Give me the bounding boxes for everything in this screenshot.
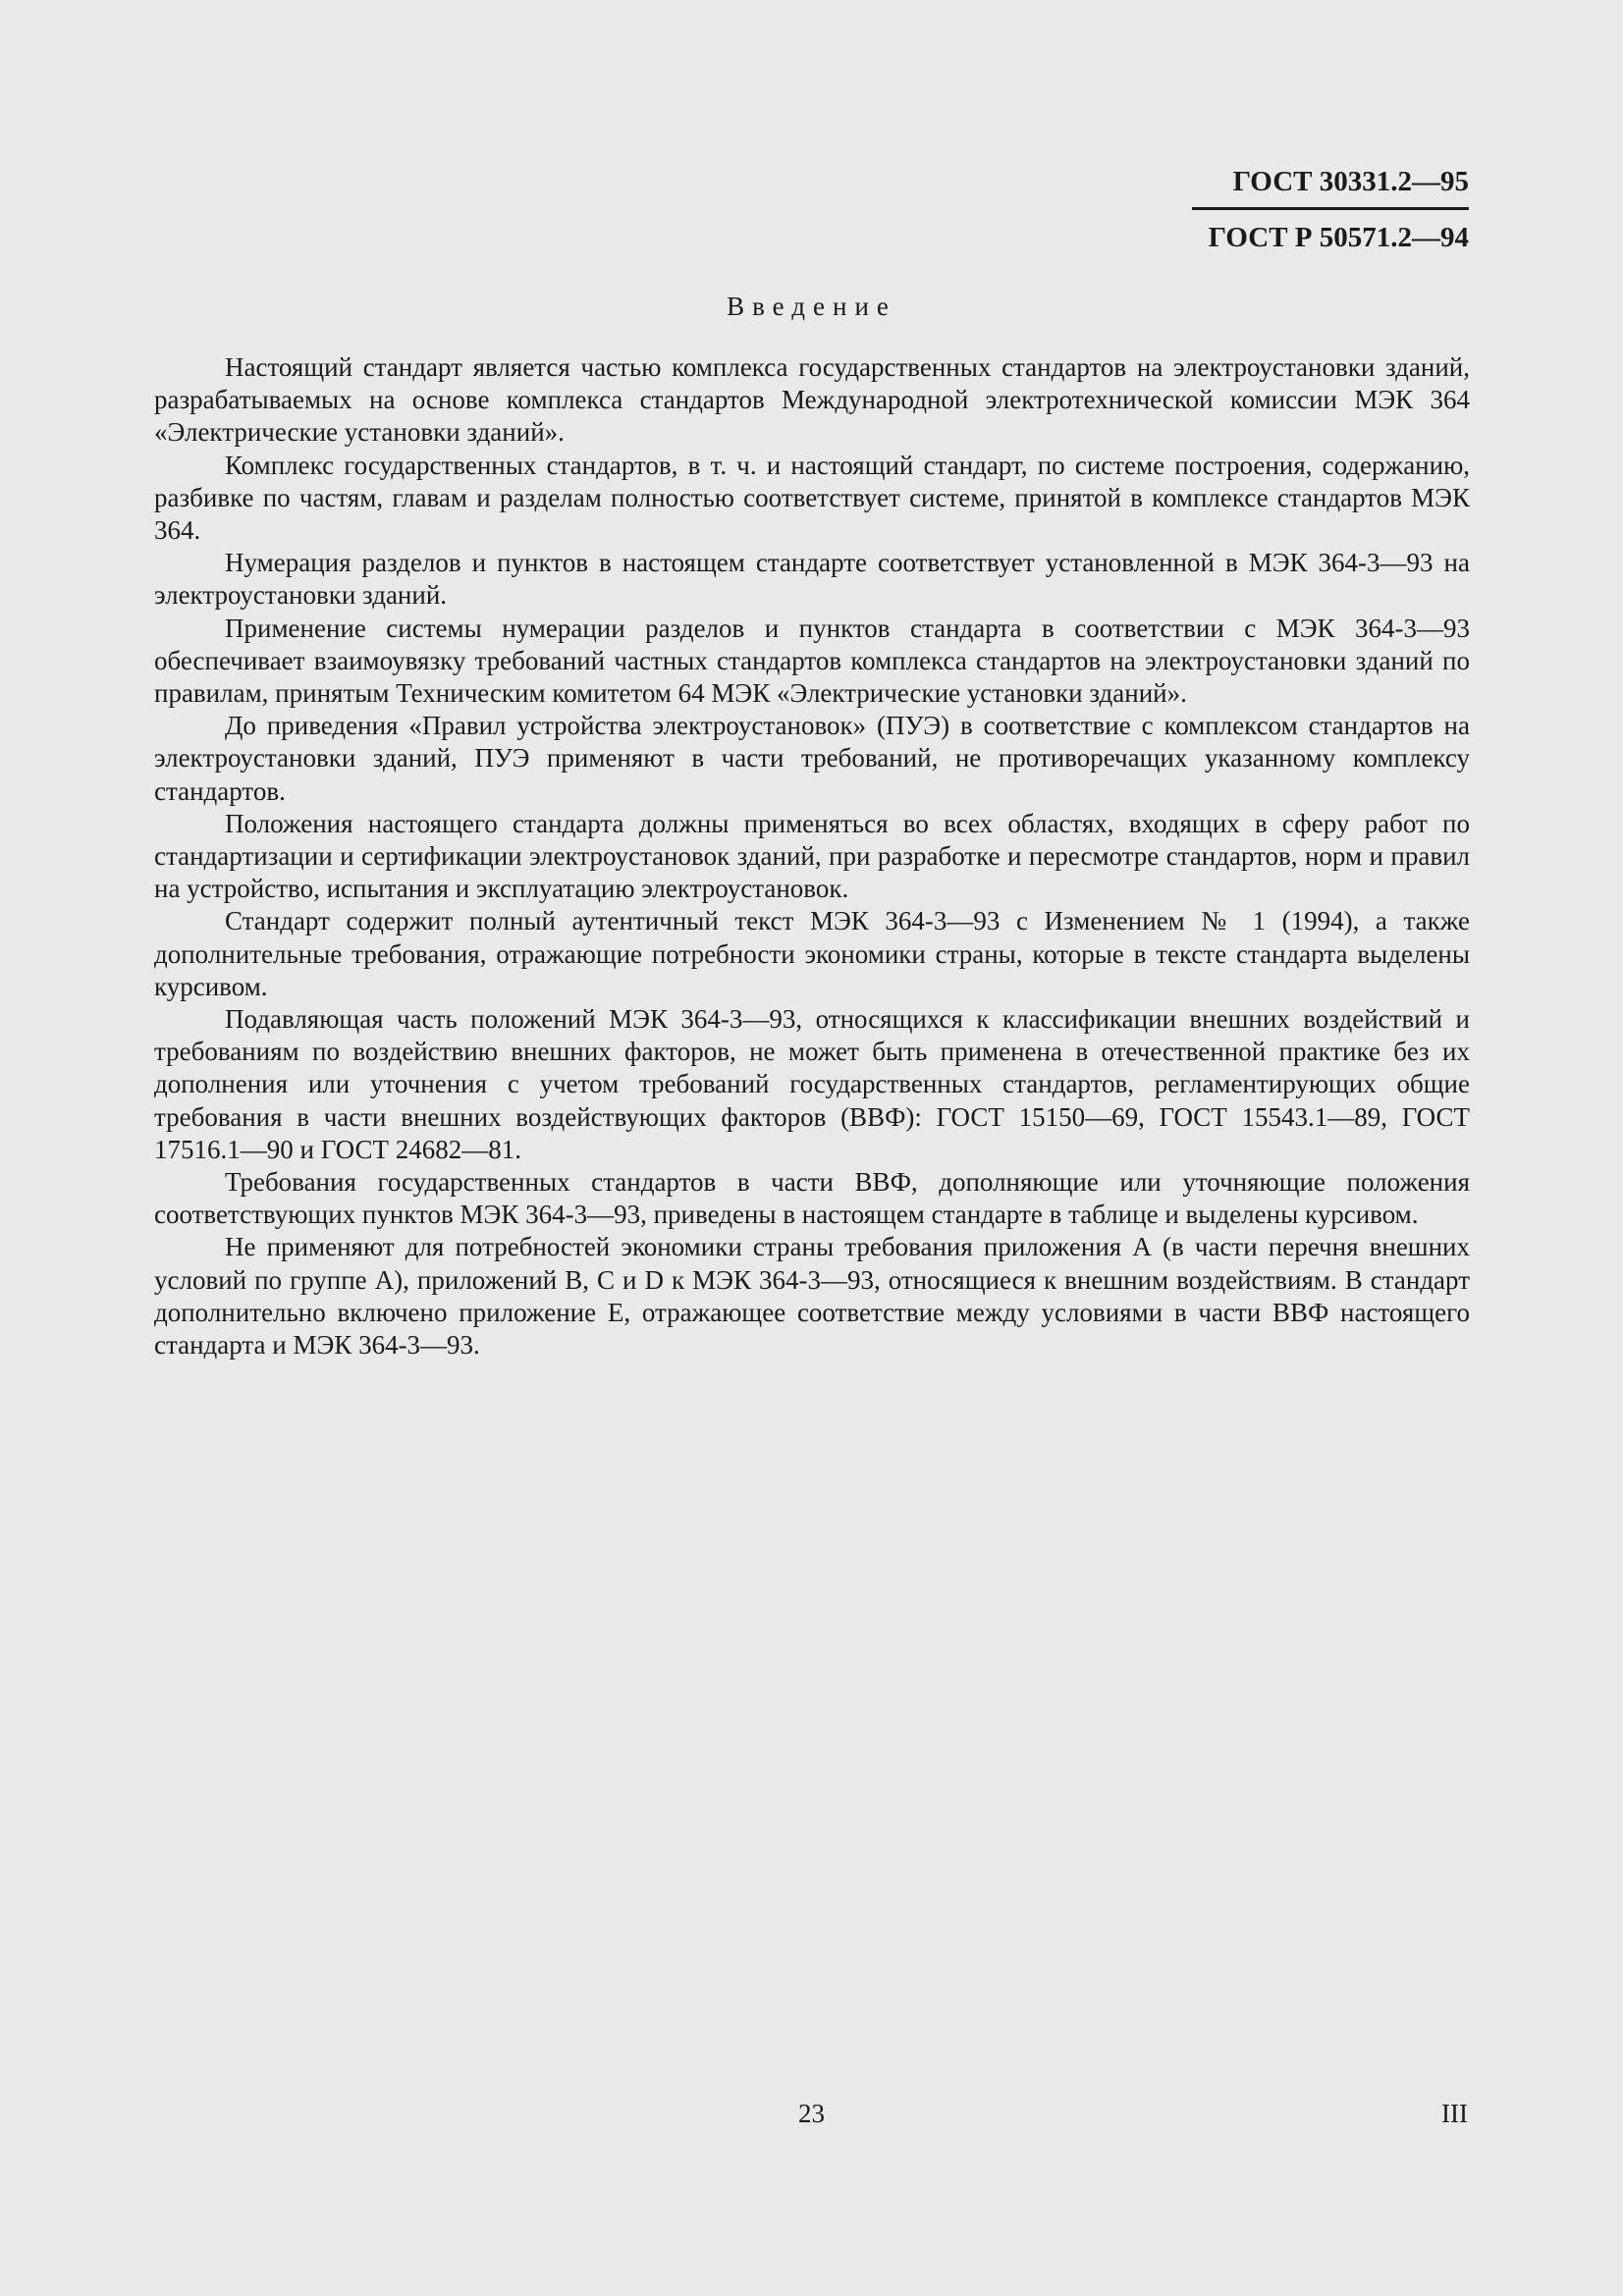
standard-number-secondary: ГОСТ Р 50571.2—94 (1208, 222, 1469, 253)
standard-number-primary: ГОСТ 30331.2—95 (1232, 166, 1469, 197)
paragraph: Настоящий стандарт является частью комплекса государственных стандартов на электроустановки зданий, разрабатываемых на основе комплекса стандартов Международной электротехнической комиссии МЭК 364 «Электрические установки зданий». (154, 352, 1470, 448)
header-divider (1192, 207, 1469, 210)
page-number: 23 (798, 2099, 825, 2128)
roman-page-number: III (1441, 2099, 1468, 2128)
paragraph: Нумерация разделов и пунктов в настоящем стандарте соответствует установленной в МЭК 364-3—93 на электроустановки зданий. (154, 548, 1470, 611)
paragraph: Подавляющая часть положений МЭК 364-3—93, относящихся к классификации внешних воздействий и требованиям по воздействию внешних факторов, не может быть применена в отечественной практике без их дополнения или уточнения с учетом требований государственных стандартов, регламентирующих общие требования в части внешних воздействующих факторов (ВВФ): ГОСТ 15150—69, ГОСТ 15543.1—89, ГОСТ 17516.1—90 и ГОСТ 24682—81. (154, 1004, 1470, 1164)
paragraph: Не применяют для потребностей экономики страны требования приложения А (в части перечня внешних условий по группе А), приложений В, С и D к МЭК 364-3—93, относящиеся к внешним воздействиям. В стандарт дополнительно включено приложение Е, отражающее соответствие между условиями в части ВВФ настоящего стандарта и МЭК 364-3—93. (154, 1232, 1470, 1361)
paragraph: Комплекс государственных стандартов, в т. ч. и настоящий стандарт, по системе построения, содержанию, разбивке по частям, главам и разделам полностью соответствует системе, принятой в комплексе стандартов МЭК 364. (154, 450, 1470, 546)
paragraph: Стандарт содержит полный аутентичный текст МЭК 364-3—93 с Изменением № 1 (1994), а также дополнительные требования, отражающие потребности экономики страны, которые в тексте стандарта выделены курсивом. (154, 906, 1470, 1001)
paragraph: Применение системы нумерации разделов и пунктов стандарта в соответствии с МЭК 364-3—93 обеспечивает взаимоувязку требований частных стандартов комплекса стандартов на электроустановки зданий по правилам, принятым Техническим комитетом 64 МЭК «Электрические установки зданий». (154, 613, 1470, 709)
body-text (154, 351, 1470, 1362)
standard-designation (1192, 164, 1469, 255)
paragraph: Положения настоящего стандарта должны применяться во всех областях, входящих в сферу работ по стандартизации и сертификации электроустановок зданий, при разработке и пересмотре стандартов, норм и правил на устройство, испытания и эксплуатацию электроустановок. (154, 808, 1470, 904)
paragraph: До приведения «Правил устройства электроустановок» (ПУЭ) в соответствие с комплексом стандартов на электроустановки зданий, ПУЭ применяют в части требований, не противоречащих указанному комплексу стандартов. (154, 711, 1470, 806)
paragraph: Требования государственных стандартов в части ВВФ, дополняющие или уточняющие положения соответствующих пунктов МЭК 364-3—93, приведены в настоящем стандарте в таблице и выделены курсивом. (154, 1167, 1470, 1230)
section-title: Введение (727, 292, 896, 321)
